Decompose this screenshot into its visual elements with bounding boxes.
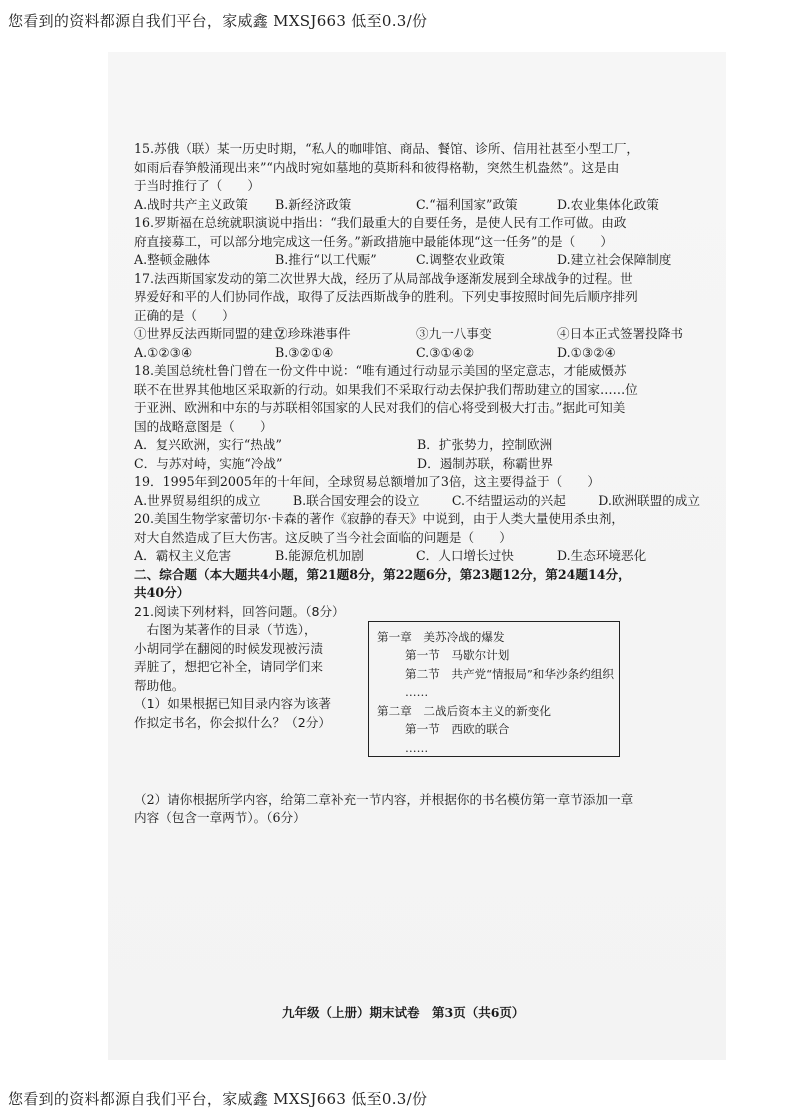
material-line: 右图为某著作的目录（节选）， <box>134 622 317 637</box>
option-a: A.世界贸易组织的成立 <box>134 492 261 508</box>
sub-question-2-line: （2）请你根据所学内容，给第二章补充一节内容，并根据你的书名模仿第一章节添加一章 <box>134 791 634 807</box>
option-d: D.农业集体化政策 <box>557 196 659 212</box>
option-c: C.不结盟运动的兴起 <box>451 492 566 508</box>
question-17 <box>134 270 700 363</box>
question-19-line: 19．1995年到2005年的十年间，全球贸易总额增加了3倍，这主要得益于（ ） <box>134 474 600 489</box>
toc-ellipsis: …… <box>405 740 429 755</box>
option-b: B.能源危机加剧 <box>275 548 364 563</box>
option-d: D.建立社会保障制度 <box>557 252 672 267</box>
section-2-heading <box>134 566 700 603</box>
toc-chapter-2-section-1: 第一节 西欧的联合 <box>405 722 510 736</box>
question-18-options-row2 <box>134 455 700 474</box>
option-d: D.①③②④ <box>557 344 616 360</box>
material-line: 帮助他。 <box>134 677 185 693</box>
option-a: A.整顿金融体 <box>134 252 211 267</box>
exam-content <box>134 140 700 828</box>
toc-chapter-1-section-1: 第一节 马歇尔计划 <box>405 648 510 662</box>
question-15-options <box>134 196 700 215</box>
question-15-line: 如雨后春笋般涌现出来”“内战时宛如墓地的莫斯科和彼得格勒，突然生机盎然”。这是由 <box>134 159 620 175</box>
question-15-line: 15.苏俄（联）某一历史时期，“私人的咖啡馆、商品、餐馆、诊所、信用社甚至小型工厂， <box>134 141 640 156</box>
question-21 <box>134 603 700 791</box>
question-17-line: 正确的是（ ） <box>134 307 235 323</box>
toc-chapter-2: 第二章 二战后资本主义的新变化 <box>377 703 551 718</box>
question-16-line: 16.罗斯福在总统就职演说中指出：“我们最重大的自要任务，是使人民有工作可做。由政 <box>134 215 627 230</box>
material-line: 小胡同学在翻阅的时候发现被污渍 <box>134 640 323 656</box>
question-19 <box>134 473 700 510</box>
question-15-line: 于当时推行了（ ） <box>134 178 260 193</box>
option-c: C.③①④② <box>416 344 475 360</box>
toc-ellipsis: …… <box>405 685 429 699</box>
option-b: B.③②①④ <box>275 344 334 360</box>
question-17-options <box>134 344 700 363</box>
sub-question-1-line: 作拟定书名，你会拟什么？（2分） <box>134 714 331 730</box>
event-2: ②珍珠港事件 <box>275 326 351 341</box>
option-b: B．扩张势力，控制欧洲 <box>417 437 553 452</box>
question-15 <box>134 140 700 214</box>
option-d: D.欧洲联盟的成立 <box>598 492 700 508</box>
question-19-options <box>134 492 700 511</box>
question-20 <box>134 510 700 566</box>
page-footer: 九年级（上册）期末试卷 第3页（共6页） <box>282 1005 525 1020</box>
question-20-line: 对大自然造成了巨大伤害。这反映了当今社会面临的问题是（ ） <box>134 529 512 545</box>
event-3: ③九一八事变 <box>416 326 492 341</box>
question-21-heading: 21.阅读下列材料，回答问题。（8分） <box>134 603 345 619</box>
toc-chapter-1-section-2: 第二节 共产党“情报局”和华沙条约组织 <box>405 666 614 681</box>
option-a: A.战时共产主义政策 <box>134 196 248 212</box>
watermark-top: 您看到的资料都源自我们平台，家威鑫 MXSJ663 低至0.3/份 <box>8 12 428 30</box>
event-4: ④日本正式签署投降书 <box>557 326 683 341</box>
watermark-bottom: 您看到的资料都源自我们平台，家威鑫 MXSJ663 低至0.3/份 <box>8 1090 428 1108</box>
option-a: A．霸权主义危害 <box>134 548 232 563</box>
option-c: C.“福利国家”政策 <box>416 196 518 212</box>
option-b: B.推行“以工代赈” <box>275 252 377 267</box>
question-16-line: 府直接募工，可以部分地完成这一任务。”新政措施中最能体现“这一任务”的是（ ） <box>134 233 613 249</box>
question-20-options <box>134 547 700 566</box>
question-16-options <box>134 251 700 270</box>
question-16 <box>134 214 700 270</box>
question-20-line: 20.美国生物学家蕾切尔·卡森的著作《寂静的春天》中说到，由于人类大量使用杀虫剂， <box>134 511 625 526</box>
sub-question-1-line: （1）如果根据已知目录内容为该著 <box>134 696 331 711</box>
option-c: C．人口增长过快 <box>416 548 514 563</box>
event-1: ①世界反法西斯同盟的建立 <box>134 326 286 341</box>
option-c: C.调整农业政策 <box>416 252 505 267</box>
option-d: D.生态环境恶化 <box>557 548 647 563</box>
question-17-line: 17.法西斯国家发动的第二次世界大战，经历了从局部战争逐渐发展到全球战争的过程。世 <box>134 270 633 286</box>
option-a: A．复兴欧洲，实行“热战” <box>134 437 282 452</box>
question-17-events <box>134 325 700 344</box>
section-2-line: 共40分） <box>134 585 190 600</box>
material-line: 弄脏了，想把它补全，请同学们来 <box>134 659 323 674</box>
sub-question-2-line: 内容（包含一章两节）。（6分） <box>134 810 306 825</box>
question-18-line: 18.美国总统杜鲁门曾在一份文件中说：“唯有通过行动显示美国的坚定意志，才能威慑苏 <box>134 363 627 378</box>
option-b: B.联合国安理会的设立 <box>292 492 420 508</box>
question-18-line: 于亚洲、欧洲和中东的与苏联相邻国家的人民对我们的信心将受到极大打击。”据此可知美 <box>134 400 626 415</box>
question-18-line: 国的战略意图是（ ） <box>134 418 273 434</box>
question-18-line: 联不在世界其他地区采取新的行动。如果我们不采取行动去保护我们帮助建立的国家……位 <box>134 381 638 397</box>
toc-chapter-1: 第一章 美苏冷战的爆发 <box>377 629 505 644</box>
option-c: C．与苏对峙，实施“冷战” <box>134 455 283 471</box>
option-b: B.新经济政策 <box>275 196 352 212</box>
question-21-text <box>134 603 366 733</box>
option-a: A.①②③④ <box>134 344 193 360</box>
question-18 <box>134 362 700 473</box>
option-d: D．遏制苏联，称霸世界 <box>417 455 554 471</box>
question-18-options-row1 <box>134 436 700 455</box>
section-2-line: 二、综合题（本大题共4小题，第21题8分，第22题6分，第23题12分，第24题14分， <box>134 566 631 582</box>
question-17-line: 界爱好和平的人们协同作战，取得了反法西斯战争的胜利。下列史事按照时间先后顺序排列 <box>134 289 638 304</box>
sub-question-2 <box>134 791 700 828</box>
table-of-contents-box <box>368 621 620 757</box>
